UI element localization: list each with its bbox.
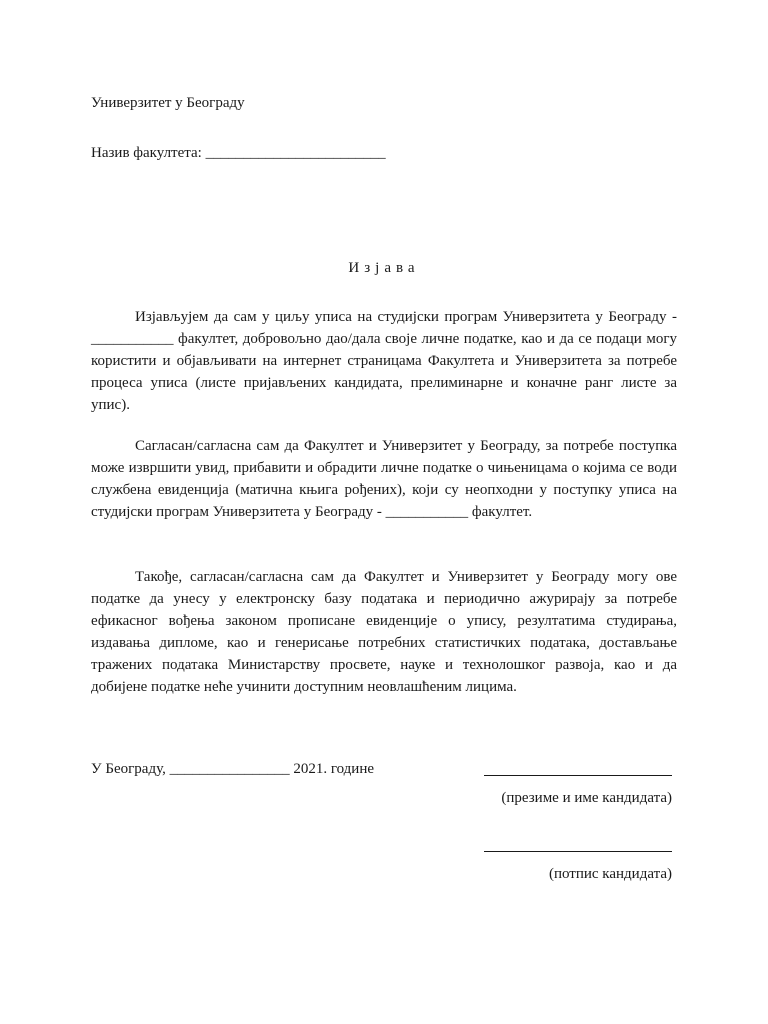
document-title: Изјава [348,260,420,276]
university-heading: Универзитет у Београду [91,95,245,111]
name-caption: (презиме и име кандидата) [501,790,672,806]
faculty-name-label: Назив факултета: ________________________ [91,145,386,161]
date-place-line: У Београду, ________________ 2021. године [91,761,375,777]
signature-caption: (потпис кандидата) [548,866,672,882]
paragraph-consent-enrollment: Изјављујем да сам у циљу уписа на студијски програм Универзитета у Београду - ___________ факултет, добровољно дао/дала своје личне податке, као и да се подаци могу користити и објављивати на интернет страницама Факултета и Универзитета за потребе процеса уписа (листе пријављених кандидата, прелиминарне и коначне ранг листе за упис). [91,309,677,413]
signature-blank-line [484,851,672,852]
paragraph-consent-database: Такође, сагласан/сагласна сам да Факултет и Универзитет у Београду могу ове податке да унесу у електронску базу података и периодично ажурирају за потребе ефикасног вођења законом прописане евиденције о упису, резултатима студирања, издавања дипломе, као и генерисање потребних статистичких података, достављање тражених података Министарству просвете, науке и технолошког развоја, као и да добијене податке неће учинити доступним неовлашћеним лицима. [91,569,677,695]
paragraph-consent-processing: Сагласан/сагласна сам да Факултет и Универзитет у Београду, за потребе поступка може извршити увид, прибавити и обрадити личне податке о чињеницама о којима се води службена евиденција (матична књига рођених), који су неопходни у поступку уписа на студијски програм Универзитета у Београду - ___________ факултет. [91,438,677,520]
name-blank-line [484,775,672,776]
